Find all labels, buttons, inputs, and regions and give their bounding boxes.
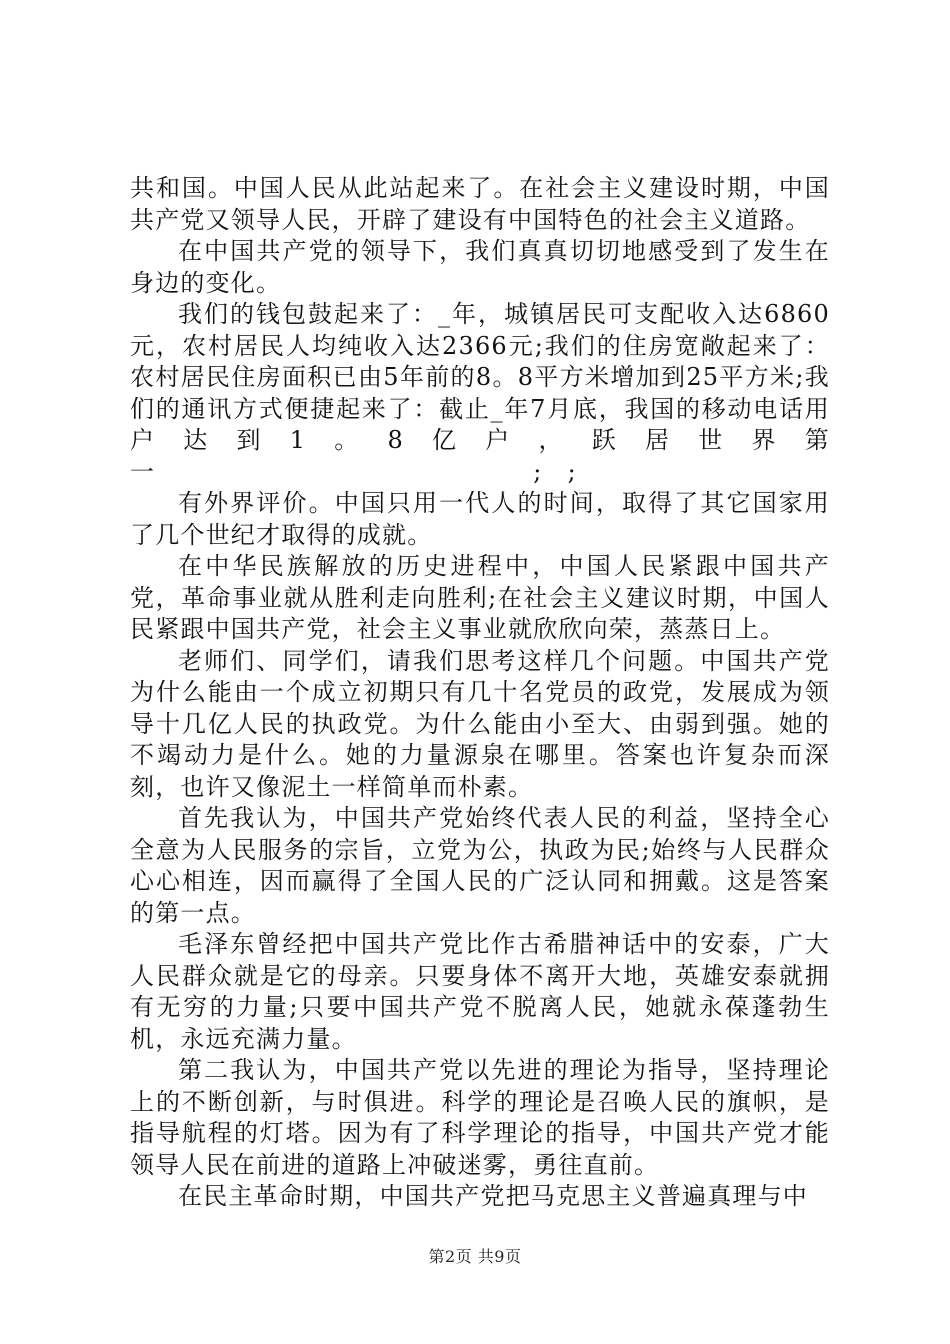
paragraph-5: 在中华民族解放的历史进程中，中国人民紧跟中国共产党，革命事业就从胜利走向胜利;在社会主义建议时期，中国人民紧跟中国共产党，社会主义事业就欣欣向荣，蒸蒸日上。 xyxy=(130,552,830,643)
paragraph-7: 首先我认为，中国共产党始终代表人民的利益，坚持全心全意为人民服务的宗旨，立党为公，执政为民;始终与人民群众心心相连，因而赢得了全国人民的广泛认同和拥戴。这是答案的第一点。 xyxy=(130,804,830,927)
page-footer: 第2页 共9页 xyxy=(428,1247,522,1266)
document-body xyxy=(130,173,830,1213)
paragraph-9: 第二我认为，中国共产党以先进的理论为指导，坚持理论上的不断创新，与时俱进。科学的理论是召唤人民的旗帜，是指导航程的灯塔。因为有了科学理论的指导，中国共产党才能领导人民在前进的道路上冲破迷雾，勇往直前。 xyxy=(130,1056,830,1179)
paragraph-6: 老师们、同学们，请我们思考这样几个问题。中国共产党为什么能由一个成立初期只有几十名党员的政党，发展成为领导十几亿人民的执政党。为什么能由小至大、由弱到强。她的不竭动力是什么。她的力量源泉在哪里。答案也许复杂而深刻，也许又像泥土一样简单而朴素。 xyxy=(130,646,830,801)
paragraph-3: 我们的钱包鼓起来了：_年，城镇居民可支配收入达6860元，农村居民人均纯收入达2366元;我们的住房宽敞起来了：农村居民住房面积已由5年前的8。8平方米增加到25平方米;我们的通讯方式便捷起来了：截止_年7月底，我国的移动电话用户达到1。8亿户，跃居世界第一 ; ; xyxy=(130,300,830,486)
paragraph-4: 有外界评价。中国只用一代人的时间，取得了其它国家用了几个世纪才取得的成就。 xyxy=(130,489,830,549)
paragraph-2: 在中国共产党的领导下，我们真真切切地感受到了发生在身边的变化。 xyxy=(130,237,830,297)
paragraph-8: 毛泽东曾经把中国共产党比作古希腊神话中的安泰，广大人民群众就是它的母亲。只要身体不离开大地，英雄安泰就拥有无穷的力量;只要中国共产党不脱离人民，她就永葆蓬勃生机，永远充满力量。 xyxy=(130,930,830,1053)
paragraph-1: 共和国。中国人民从此站起来了。在社会主义建设时期，中国共产党又领导人民，开辟了建设有中国特色的社会主义道路。 xyxy=(130,174,830,234)
paragraph-10: 在民主革命时期，中国共产党把马克思主义普遍真理与中 xyxy=(178,1182,808,1210)
